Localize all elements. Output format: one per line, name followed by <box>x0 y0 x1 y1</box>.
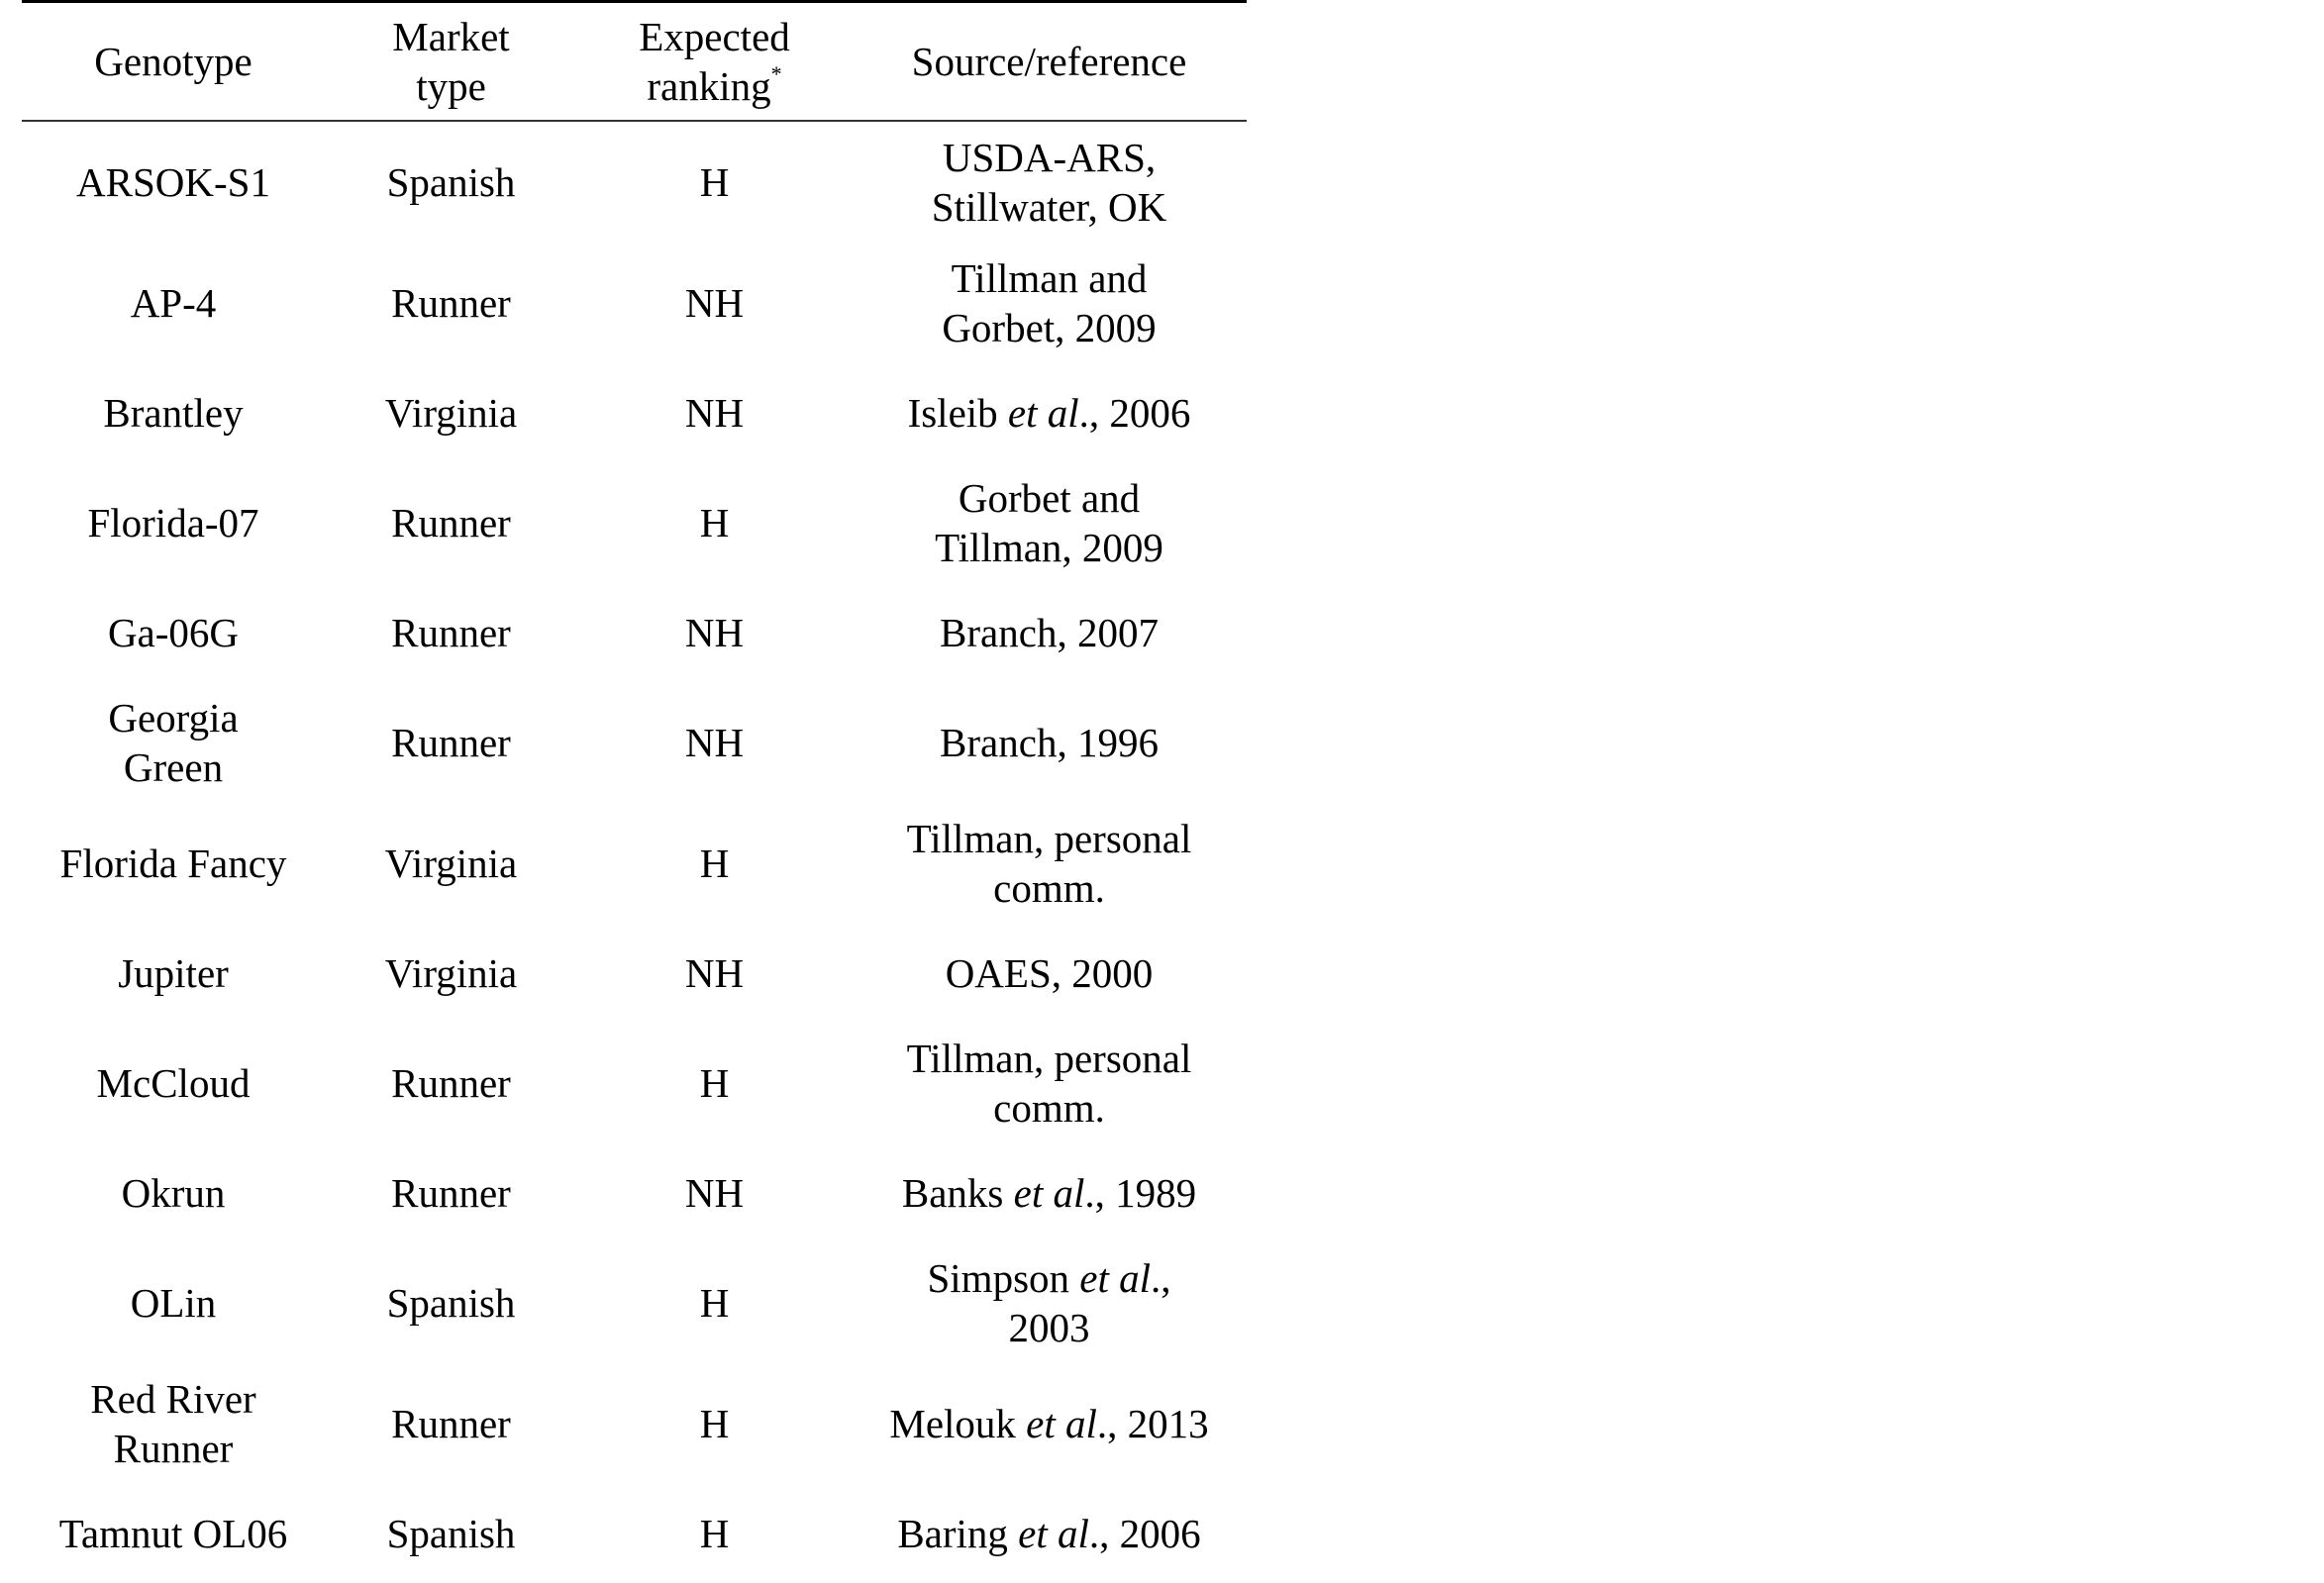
genotype-text: OLin <box>130 1280 217 1326</box>
cell-market-type: Virginia <box>384 390 518 436</box>
header-source-label: Source/reference <box>911 39 1187 84</box>
cell-genotype <box>22 243 325 363</box>
source-author: Baring <box>897 1511 1019 1556</box>
source-et-al: et al <box>1013 1170 1085 1216</box>
table-row <box>22 462 1247 583</box>
source-text: Branch, 1996 <box>940 720 1159 765</box>
cell-market-type: Runner <box>391 1401 511 1446</box>
cell-market-type: Spanish <box>386 1511 516 1556</box>
cell-genotype <box>22 1023 325 1143</box>
cell-genotype <box>22 363 325 462</box>
source-author: Simpson <box>927 1255 1080 1301</box>
cell-expected-ranking: NH <box>684 950 745 996</box>
cell-genotype <box>22 682 325 803</box>
cell-source-reference <box>852 1143 1247 1242</box>
source-text: 2003 <box>1008 1305 1090 1350</box>
genotype-text: Florida Fancy <box>59 841 287 886</box>
source-text: Branch, 2007 <box>940 610 1159 655</box>
source-author: Banks <box>901 1170 1014 1216</box>
cell-expected-ranking: H <box>699 1060 730 1106</box>
table-header <box>22 2 1247 122</box>
source-year: ., 2006 <box>1088 1511 1201 1556</box>
cell-market-type: Virginia <box>384 841 518 886</box>
genotype-text: Ga-06G <box>107 610 240 655</box>
cell-market-type: Runner <box>391 1060 511 1106</box>
cell-expected-ranking: NH <box>684 720 745 765</box>
cell-source-reference <box>852 803 1247 924</box>
source-et-al: et al <box>1018 1511 1089 1556</box>
header-genotype <box>22 2 325 122</box>
cell-source-reference <box>852 121 1247 243</box>
cell-market-type: Virginia <box>384 950 518 996</box>
cell-genotype <box>22 803 325 924</box>
header-row <box>22 2 1247 122</box>
cell-expected-ranking: H <box>699 1511 730 1556</box>
genotype-table-container <box>22 0 1247 1583</box>
cell-market-type: Runner <box>391 500 511 545</box>
genotype-text: Okrun <box>121 1170 226 1216</box>
cell-expected-ranking: NH <box>684 390 745 436</box>
header-expected-ranking <box>577 2 852 122</box>
cell-expected-ranking: H <box>699 159 730 205</box>
header-market-type-line1: Market <box>392 14 510 59</box>
source-text: USDA-ARS, <box>942 135 1157 180</box>
source-text: Gorbet and <box>958 475 1141 521</box>
source-author: Isleib <box>907 390 1008 436</box>
table-row <box>22 121 1247 243</box>
cell-source-reference <box>852 1363 1247 1484</box>
cell-genotype <box>22 1242 325 1363</box>
source-et-al: et al <box>1007 390 1079 436</box>
source-year: ., 1989 <box>1084 1170 1197 1216</box>
cell-expected-ranking: NH <box>684 280 745 326</box>
table-row <box>22 1363 1247 1484</box>
header-market-type <box>325 2 577 122</box>
table-row <box>22 682 1247 803</box>
genotype-text: Tamnut OL06 <box>58 1511 288 1556</box>
genotype-text: Runner <box>113 1426 234 1471</box>
cell-source-reference <box>852 924 1247 1023</box>
source-text: Tillman, personal <box>906 1036 1192 1081</box>
cell-source-reference <box>852 243 1247 363</box>
table-row <box>22 363 1247 462</box>
cell-genotype <box>22 462 325 583</box>
source-text: Tillman, 2009 <box>935 525 1163 570</box>
cell-genotype <box>22 1363 325 1484</box>
cell-expected-ranking: H <box>699 1280 730 1326</box>
cell-source-reference <box>852 1023 1247 1143</box>
cell-market-type: Runner <box>391 610 511 655</box>
cell-market-type: Runner <box>391 280 511 326</box>
genotype-text: Red River <box>90 1376 256 1422</box>
cell-genotype <box>22 583 325 682</box>
header-genotype-label: Genotype <box>94 39 253 84</box>
header-expected-ranking-line2: ranking <box>647 63 771 109</box>
cell-market-type: Spanish <box>386 1280 516 1326</box>
cell-source-reference <box>852 583 1247 682</box>
table-row <box>22 1143 1247 1242</box>
source-year: ., <box>1151 1255 1171 1301</box>
cell-expected-ranking: NH <box>684 1170 745 1216</box>
cell-source-reference <box>852 363 1247 462</box>
genotype-text: AP-4 <box>130 280 217 326</box>
genotype-text: ARSOK-S1 <box>76 159 270 205</box>
cell-expected-ranking: H <box>699 500 730 545</box>
source-text: Stillwater, OK <box>931 184 1167 230</box>
header-market-type-line2: type <box>416 63 486 109</box>
table-row <box>22 583 1247 682</box>
table-body <box>22 121 1247 1583</box>
source-author: Melouk <box>889 1401 1027 1446</box>
genotype-text: Florida-07 <box>87 500 259 545</box>
source-text: comm. <box>993 865 1105 911</box>
table-row <box>22 243 1247 363</box>
source-year: ., 2006 <box>1078 390 1191 436</box>
cell-source-reference <box>852 462 1247 583</box>
cell-market-type: Runner <box>391 720 511 765</box>
table-row <box>22 1242 1247 1363</box>
table-row <box>22 1023 1247 1143</box>
cell-source-reference <box>852 1484 1247 1583</box>
cell-source-reference <box>852 1242 1247 1363</box>
cell-genotype <box>22 1484 325 1583</box>
source-text: OAES, 2000 <box>945 950 1154 996</box>
source-et-al: et al <box>1079 1255 1152 1301</box>
genotype-text: Georgia <box>108 695 239 741</box>
cell-market-type: Spanish <box>386 159 516 205</box>
cell-expected-ranking: H <box>699 1401 730 1446</box>
cell-expected-ranking: NH <box>684 610 745 655</box>
genotype-table <box>22 0 1247 1583</box>
source-text: Tillman and <box>951 255 1148 301</box>
cell-genotype <box>22 1143 325 1242</box>
genotype-text: Jupiter <box>118 950 229 996</box>
cell-expected-ranking: H <box>699 841 730 886</box>
source-year: ., 2013 <box>1096 1401 1209 1446</box>
source-text: comm. <box>993 1085 1105 1131</box>
genotype-text: Green <box>123 744 224 790</box>
source-text: Tillman, personal <box>906 816 1192 861</box>
genotype-text: McCloud <box>96 1060 251 1106</box>
cell-market-type: Runner <box>391 1170 511 1216</box>
source-et-al: et al <box>1026 1401 1097 1446</box>
header-source-reference <box>852 2 1247 122</box>
footnote-marker: * <box>770 61 782 87</box>
cell-genotype <box>22 924 325 1023</box>
cell-genotype <box>22 121 325 243</box>
table-row <box>22 803 1247 924</box>
genotype-text: Brantley <box>103 390 244 436</box>
table-row <box>22 1484 1247 1583</box>
cell-source-reference <box>852 682 1247 803</box>
table-row <box>22 924 1247 1023</box>
source-text: Gorbet, 2009 <box>942 305 1157 350</box>
header-expected-ranking-line1: Expected <box>639 14 790 59</box>
